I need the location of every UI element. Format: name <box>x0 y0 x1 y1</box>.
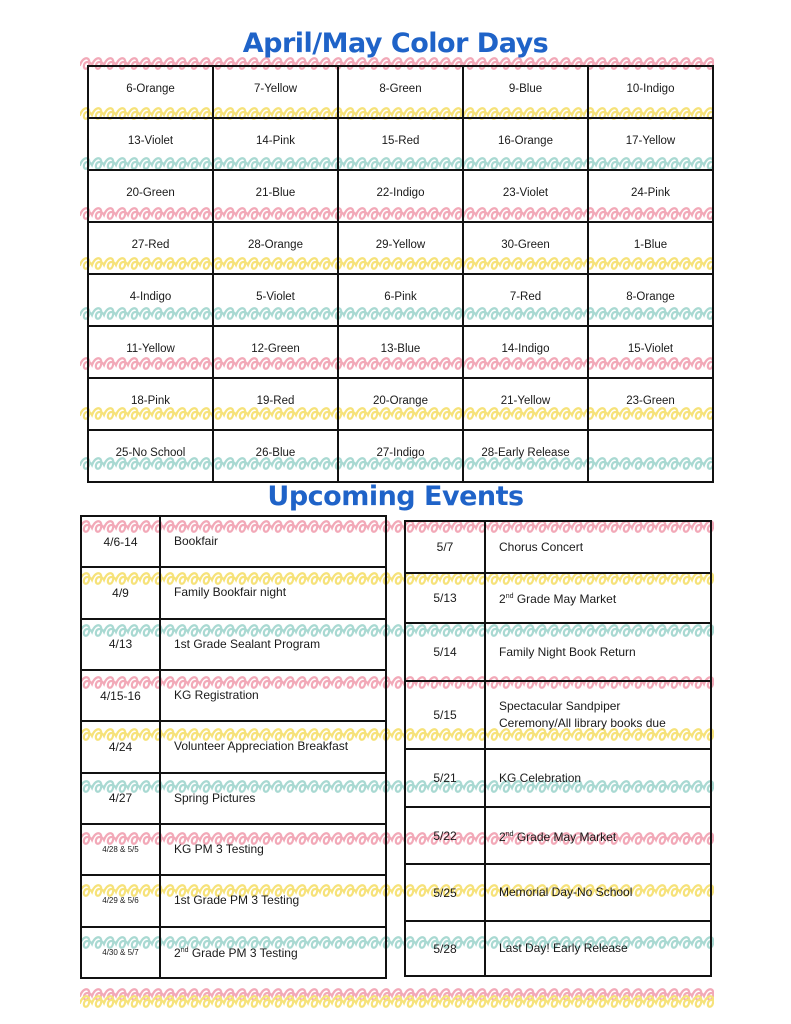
color-days-grid <box>87 65 714 483</box>
grid-cell: 4-Indigo <box>88 274 213 326</box>
grid-cell: 21-Yellow <box>463 378 588 430</box>
event-date: 5/15 <box>405 681 485 749</box>
event-name: 2nd Grade PM 3 Testing <box>160 927 386 978</box>
event-date: 5/25 <box>405 864 485 921</box>
grid-cell: 23-Green <box>588 378 713 430</box>
event-name: 1st Grade Sealant Program <box>160 619 386 670</box>
events-table-may <box>404 520 712 977</box>
event-date: 4/28 & 5/5 <box>81 824 160 875</box>
grid-cell: 7-Red <box>463 274 588 326</box>
grid-cell: 20-Green <box>88 170 213 222</box>
grid-row <box>88 170 713 222</box>
grid-cell: 13-Blue <box>338 326 463 378</box>
event-name: Last Day! Early Release <box>485 921 711 976</box>
event-name: Spring Pictures <box>160 773 386 824</box>
event-name: KG Celebration <box>485 749 711 807</box>
grid-cell: 28-Early Release <box>463 430 588 482</box>
event-date: 4/9 <box>81 567 160 618</box>
grid-row <box>88 274 713 326</box>
grid-cell: 12-Green <box>213 326 338 378</box>
table-row <box>405 623 711 681</box>
grid-cell: 7-Yellow <box>213 66 338 118</box>
grid-cell: 20-Orange <box>338 378 463 430</box>
event-name: 2nd Grade May Market <box>485 807 711 864</box>
event-date: 5/14 <box>405 623 485 681</box>
table-row <box>81 824 386 875</box>
event-name: 2nd Grade May Market <box>485 573 711 623</box>
table-row <box>405 864 711 921</box>
table-row <box>405 573 711 623</box>
event-name: Spectacular Sandpiper Ceremony/All library books due <box>485 681 711 749</box>
grid-cell: 16-Orange <box>463 118 588 170</box>
event-name: Bookfair <box>160 516 386 567</box>
event-date: 4/15-16 <box>81 670 160 721</box>
event-date: 4/6-14 <box>81 516 160 567</box>
grid-cell: 22-Indigo <box>338 170 463 222</box>
table-row <box>81 721 386 772</box>
table-row <box>81 773 386 824</box>
grid-row <box>88 66 713 118</box>
grid-cell: 21-Blue <box>213 170 338 222</box>
grid-cell-empty <box>588 430 713 482</box>
table-row <box>81 567 386 618</box>
grid-row <box>88 326 713 378</box>
event-name: Memorial Day-No School <box>485 864 711 921</box>
grid-cell: 15-Red <box>338 118 463 170</box>
grid-row <box>88 222 713 274</box>
table-row <box>405 749 711 807</box>
event-name: Family Bookfair night <box>160 567 386 618</box>
grid-cell: 1-Blue <box>588 222 713 274</box>
grid-cell: 9-Blue <box>463 66 588 118</box>
grid-cell: 15-Violet <box>588 326 713 378</box>
event-date: 4/13 <box>81 619 160 670</box>
event-name: Family Night Book Return <box>485 623 711 681</box>
grid-cell: 29-Yellow <box>338 222 463 274</box>
grid-cell: 11-Yellow <box>88 326 213 378</box>
grid-cell: 18-Pink <box>88 378 213 430</box>
event-date: 5/13 <box>405 573 485 623</box>
color-days-title: April/May Color Days <box>242 28 549 59</box>
event-date: 4/30 & 5/7 <box>81 927 160 978</box>
grid-row <box>88 378 713 430</box>
table-row <box>405 807 711 864</box>
event-name: KG PM 3 Testing <box>160 824 386 875</box>
event-date: 5/21 <box>405 749 485 807</box>
events-table-april <box>80 515 387 979</box>
upcoming-events-title: Upcoming Events <box>267 481 524 512</box>
grid-cell: 25-No School <box>88 430 213 482</box>
grid-cell: 13-Violet <box>88 118 213 170</box>
table-row <box>405 681 711 749</box>
table-row <box>81 927 386 978</box>
grid-cell: 5-Violet <box>213 274 338 326</box>
event-name: 1st Grade PM 3 Testing <box>160 875 386 926</box>
table-row <box>81 875 386 926</box>
grid-cell: 8-Orange <box>588 274 713 326</box>
table-row <box>81 516 386 567</box>
event-name: KG Registration <box>160 670 386 721</box>
grid-cell: 30-Green <box>463 222 588 274</box>
decorative-loop-strip <box>80 993 714 1009</box>
event-date: 5/28 <box>405 921 485 976</box>
grid-cell: 27-Red <box>88 222 213 274</box>
grid-cell: 17-Yellow <box>588 118 713 170</box>
table-row <box>81 670 386 721</box>
table-row <box>405 921 711 976</box>
grid-cell: 23-Violet <box>463 170 588 222</box>
grid-cell: 10-Indigo <box>588 66 713 118</box>
grid-cell: 27-Indigo <box>338 430 463 482</box>
grid-cell: 26-Blue <box>213 430 338 482</box>
event-name: Volunteer Appreciation Breakfast <box>160 721 386 772</box>
table-row <box>81 619 386 670</box>
grid-row <box>88 118 713 170</box>
grid-cell: 24-Pink <box>588 170 713 222</box>
grid-cell: 6-Pink <box>338 274 463 326</box>
grid-cell: 28-Orange <box>213 222 338 274</box>
event-date: 4/24 <box>81 721 160 772</box>
table-row <box>405 521 711 573</box>
grid-row <box>88 430 713 482</box>
event-date: 4/27 <box>81 773 160 824</box>
grid-cell: 6-Orange <box>88 66 213 118</box>
event-date: 4/29 & 5/6 <box>81 875 160 926</box>
event-name: Chorus Concert <box>485 521 711 573</box>
grid-cell: 14-Indigo <box>463 326 588 378</box>
grid-cell: 19-Red <box>213 378 338 430</box>
grid-cell: 14-Pink <box>213 118 338 170</box>
event-date: 5/22 <box>405 807 485 864</box>
event-date: 5/7 <box>405 521 485 573</box>
grid-cell: 8-Green <box>338 66 463 118</box>
